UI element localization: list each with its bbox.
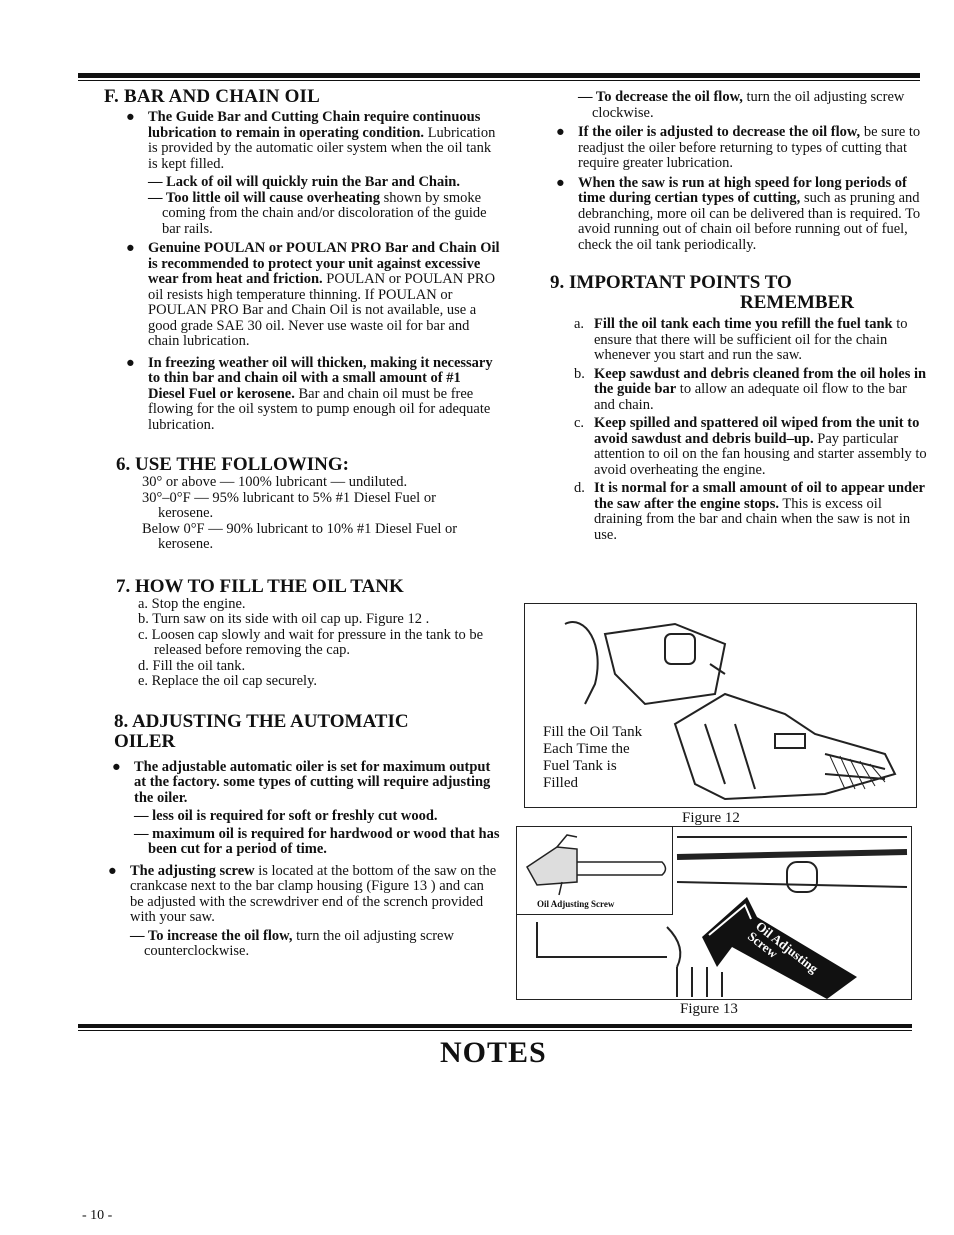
bullet-bold-text: When the saw is run at high speed for long periods of time during certian types of cutting, (578, 174, 907, 206)
caption-line: Filled (543, 775, 579, 791)
top-rule-thin (78, 80, 920, 81)
notes-heading: NOTES (440, 1036, 547, 1069)
item-label: c. (574, 415, 585, 431)
bullet-bold-text: The adjusting screw (130, 862, 255, 879)
dash-text: turn the oil adjusting screw clockwise. (592, 89, 905, 121)
item-text: to ensure that there will be sufficient oil for the chain whenever you start and run the saw. (594, 316, 908, 363)
right-column (548, 90, 928, 543)
item-label: d. (574, 480, 585, 496)
list-item (548, 416, 928, 478)
dash-bold-text: — To decrease the oil flow, (578, 89, 743, 105)
item-label: b. (574, 365, 585, 382)
bullet-text: is located at the bottom of the saw on the crankcase next to the bar clamp housing (Figure 13 ) and can be adjusted with the screwdriver end of the scrench provided with your saw. (130, 862, 497, 925)
bullet-bold-text: The adjustable automatic oiler is set for maximum output at the factory. some types of cutting will require adjusting the oiler. (134, 758, 491, 806)
item-text: This is excess oil draining from the bar and chain when the saw is not in use. (594, 495, 911, 543)
bullet-text: be sure to readjust the oiler before returning to types of cutting that require greater lubrication. (578, 124, 921, 171)
list-item: d. Fill the oil tank. (138, 657, 246, 674)
list-item: e. Replace the oil cap securely. (138, 673, 318, 689)
section-6-heading: 6. USE THE FOLLOWING: (116, 454, 349, 475)
section-f-heading: F. BAR AND CHAIN OIL (104, 86, 321, 107)
dash-text: shown by smoke coming from the chain and/or discoloration of the guide bar rails. (162, 189, 487, 237)
dash-item: — maximum oil is required for hardwood or wood that has been cut for a period of time. (134, 825, 500, 857)
item-bold-text: Keep spilled and spattered oil wiped from the unit to avoid sawdust and debris build–up. (594, 415, 920, 447)
list-item (104, 356, 500, 434)
section-7-steps (138, 597, 500, 690)
bullet-text: POULAN or POULAN PRO oil resists high temperature thinning. If POULAN or POULAN PRO Bar and Chain Oil is not available, use a good grade SAE 30 oil. Never use waste oil for bar and chain lubrication. (148, 271, 496, 349)
dash-text: turn the oil adjusting screw counterclockwise. (144, 927, 454, 959)
bullet-bold-text: The Guide Bar and Cutting Chain require continuous lubrication to remain in operating condition. (148, 109, 481, 141)
inset-label: Oil Adjusting Screw (537, 899, 615, 909)
section-8-heading: 8. ADJUSTING THE AUTOMATIC OILER (114, 710, 409, 752)
bullet-bold-text: If the oiler is adjusted to decrease the oil flow, (578, 124, 861, 140)
dash-bold-text: — Too little oil will cause overheating (148, 189, 380, 206)
figure-12-label: Figure 12 (682, 810, 740, 826)
section-9-heading-line1: 9. IMPORTANT POINTS TO (550, 272, 792, 293)
list-item (548, 176, 928, 254)
bullet-icon: ● (126, 109, 135, 125)
list-item: 30°–0°F — 95% lubricant to 5% #1 Diesel Fuel or kerosene. (142, 489, 436, 521)
section-9-heading-line2: REMEMBER (740, 292, 854, 313)
dash-item: — Lack of oil will quickly ruin the Bar and Chain. (148, 174, 460, 190)
bottom-rule-thin (78, 1030, 912, 1031)
list-item (104, 110, 500, 172)
caption-line: Fuel Tank is (543, 758, 617, 774)
dash-item: — less oil is required for soft or freshly cut wood. (134, 808, 438, 824)
list-item: a. Stop the engine. (138, 595, 246, 612)
list-item (548, 125, 928, 172)
list-item (548, 367, 928, 414)
list-item (548, 317, 928, 364)
bullet-icon: ● (108, 862, 117, 879)
bullet-icon: ● (126, 240, 135, 256)
dash-item (548, 90, 928, 121)
list-item (548, 481, 928, 543)
list-item: b. Turn saw on its side with oil cap up. Figure 12 . (138, 611, 430, 627)
figure-13-frame (516, 826, 912, 1000)
dash-item (104, 191, 500, 238)
bullet-icon: ● (556, 174, 565, 191)
bullet-icon: ● (112, 758, 121, 775)
bullet-icon: ● (126, 354, 135, 371)
list-item (104, 760, 500, 807)
list-item: Below 0°F — 90% lubricant to 10% #1 Diesel Fuel or kerosene. (142, 520, 458, 552)
item-bold-text: Fill the oil tank each time you refill the fuel tank (594, 316, 893, 332)
bullet-text: such as pruning and debranching, more oil can be delivered than is required. To avoid running out of chain oil before running out of fuel, check the oil tank periodically. (578, 190, 921, 253)
list-item (104, 241, 500, 350)
item-text: to allow an adequate oil flow to the bar and chain. (594, 381, 907, 413)
caption-line: Fill the Oil Tank (543, 724, 643, 740)
section-9-heading (548, 273, 928, 313)
arrow-label: Oil Adjusting Screw (744, 918, 822, 977)
bullet-text: Lubrication is provided by the automatic oiler system when the oil tank is kept filled. (148, 124, 496, 172)
bottom-rule (78, 1024, 912, 1028)
figure-13-label: Figure 13 (680, 1001, 738, 1017)
caption-line: Each Time the (543, 741, 630, 757)
item-label: a. (574, 316, 585, 332)
bullet-bold-text: Genuine POULAN or POULAN PRO Bar and Chain Oil is recommended to protect your unit against excessive wear from heat and friction. (148, 240, 500, 287)
section-6-lines (104, 475, 492, 553)
list-item: 30° or above — 100% lubricant — undiluted. (142, 474, 408, 490)
item-bold-text: It is normal for a small amount of oil to appear under the saw after the engine stops. (594, 480, 925, 512)
left-column (104, 86, 500, 960)
list-item (104, 864, 500, 926)
item-text: Pay particular attention to oil on the fan housing and starter assembly to avoid overheating the engine. (594, 430, 927, 478)
oil-adjusting-screw-illustration (517, 827, 911, 999)
list-item: c. Loosen cap slowly and wait for pressure in the tank to be released before removing the cap. (138, 626, 484, 658)
dash-item (104, 929, 500, 960)
bullet-bold-text: In freezing weather oil will thicken, making it necessary to thin bar and chain oil with a small amount of #1 Diesel Fuel or kerosene. (148, 354, 493, 402)
page-number: - 10 - (82, 1208, 113, 1223)
dash-bold-text: — To increase the oil flow, (130, 927, 293, 944)
item-bold-text: Keep sawdust and debris cleaned from the oil holes in the guide bar (594, 365, 927, 397)
figure-12-caption (543, 724, 673, 792)
section-7-heading: 7. HOW TO FILL THE OIL TANK (116, 575, 404, 597)
bullet-icon: ● (556, 124, 565, 140)
figure-12-frame (524, 603, 917, 808)
top-rule (78, 73, 920, 78)
bullet-text: Bar and chain oil must be free flowing for the oil system to pump enough oil for adequate lubrication. (148, 385, 491, 433)
